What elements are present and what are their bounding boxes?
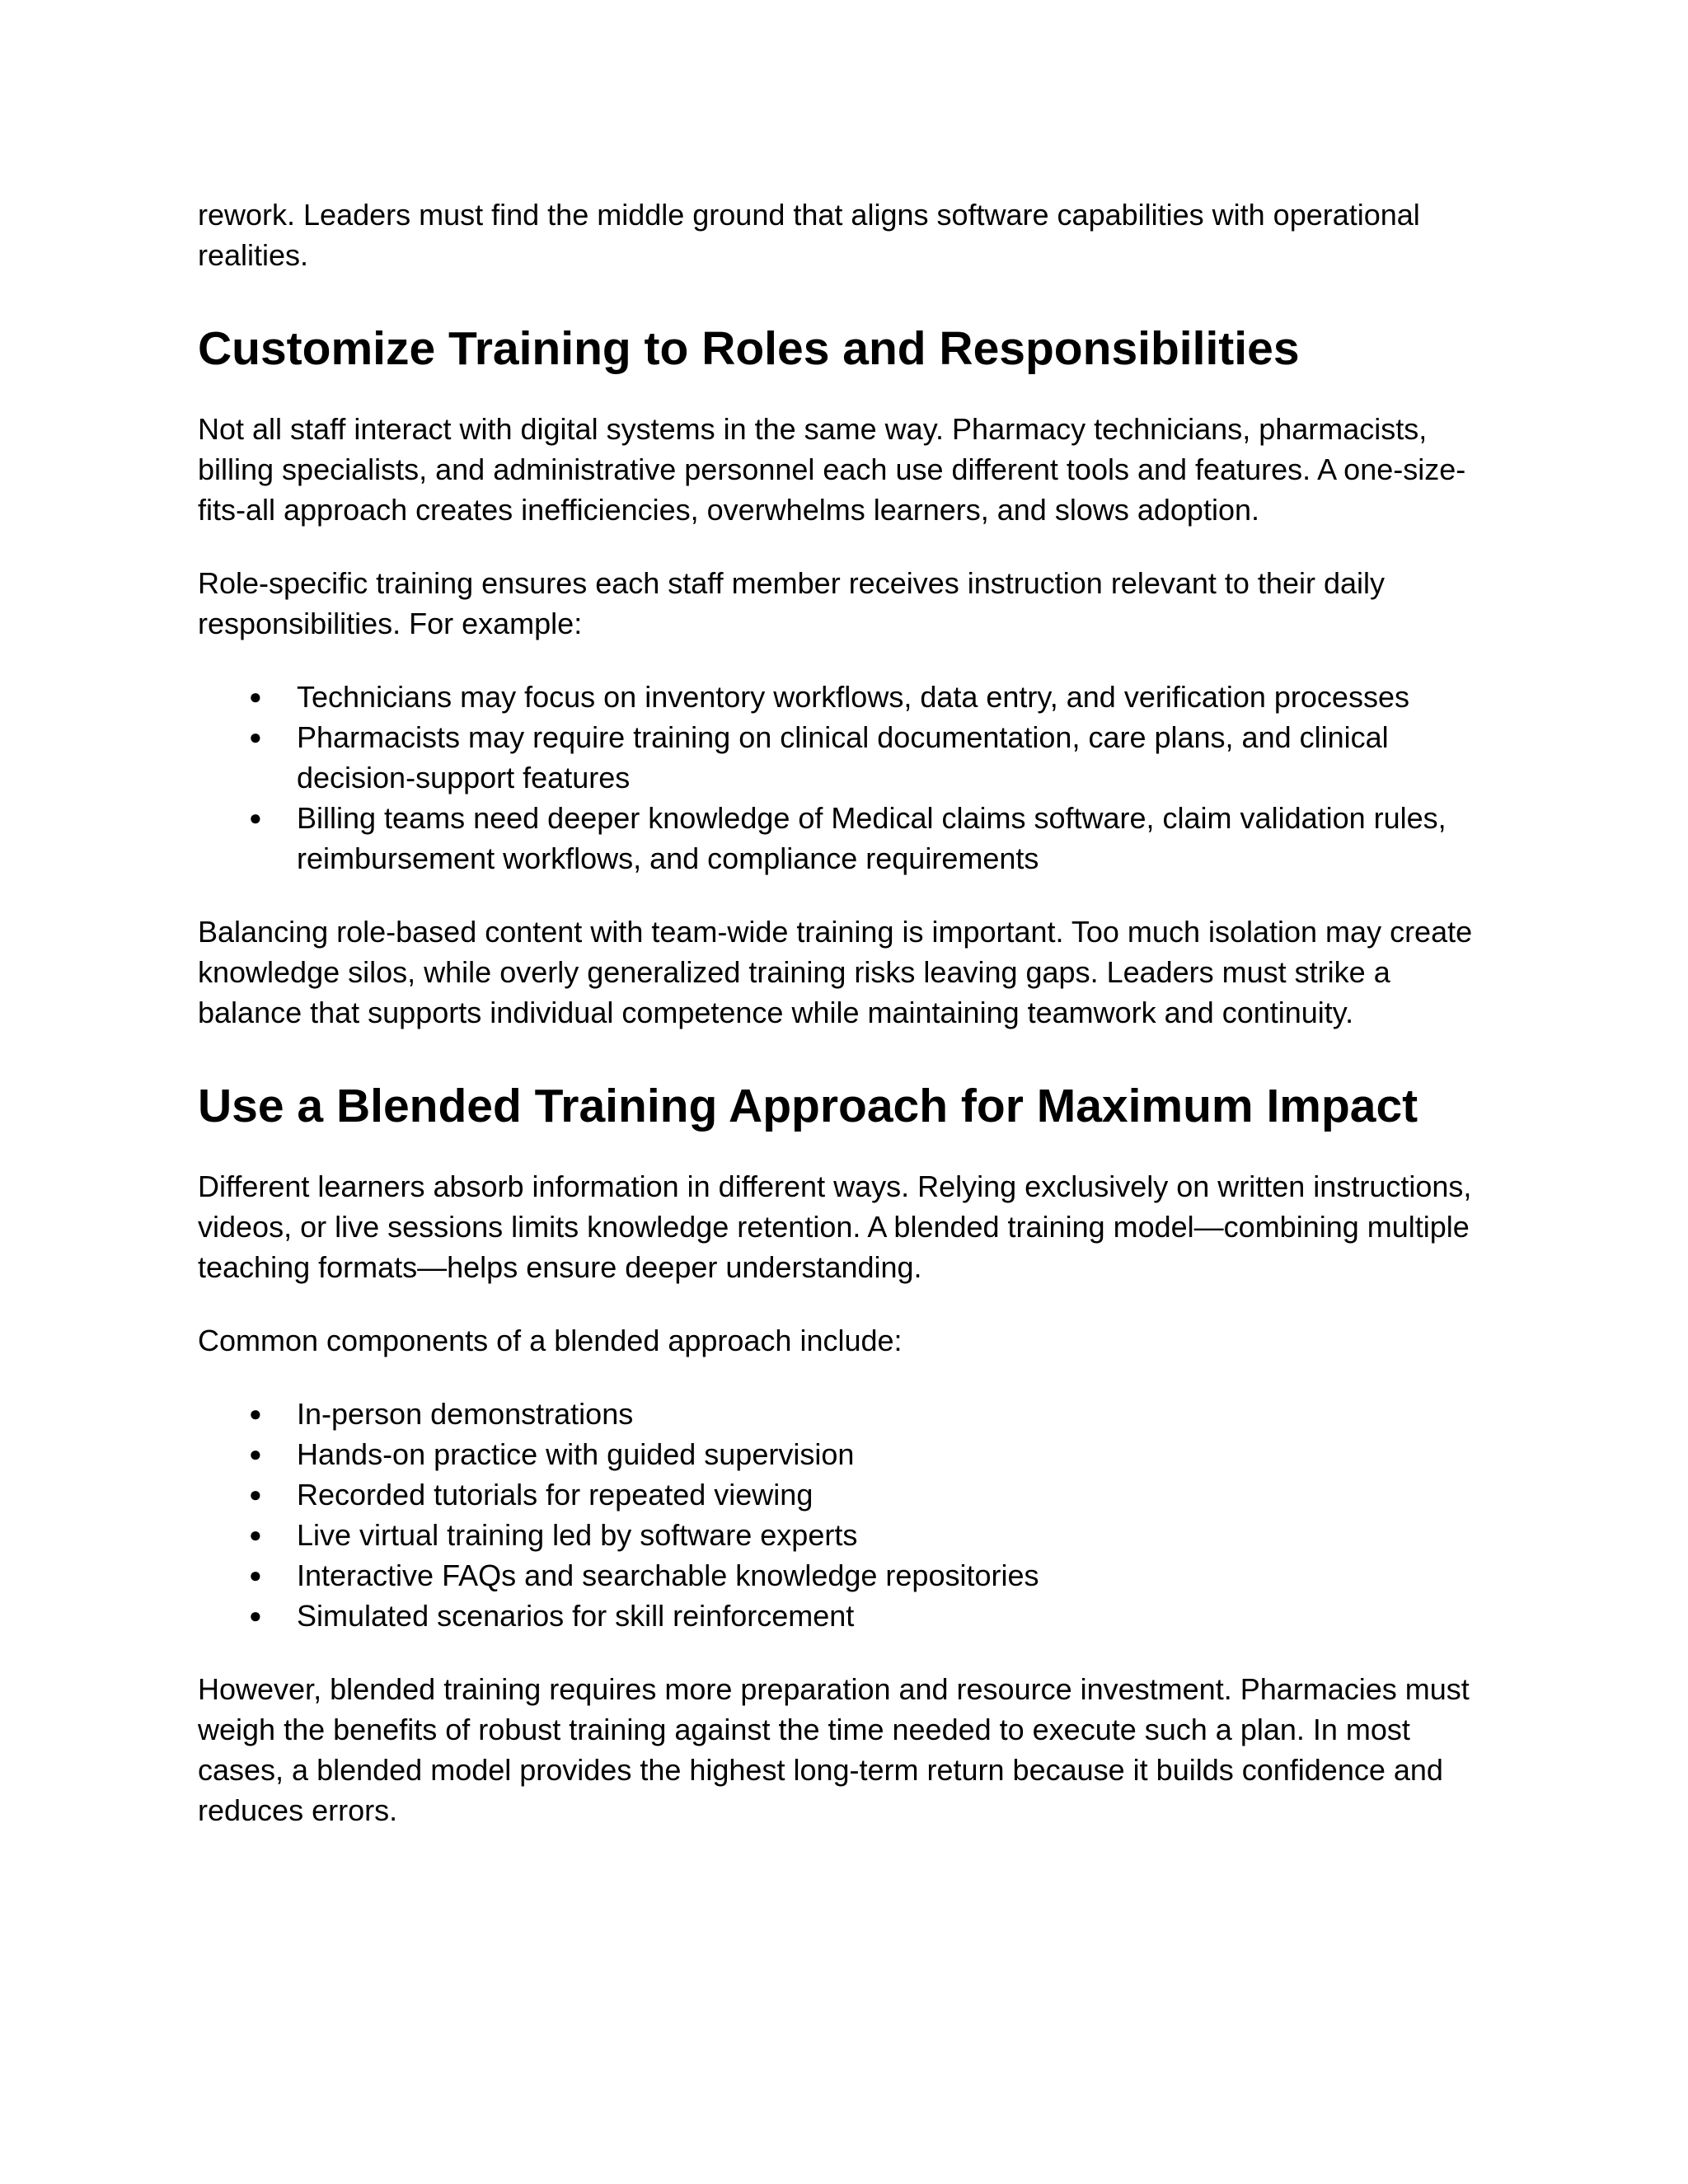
bullet-icon: ● [249,1563,262,1587]
bullet-list-roles [198,677,1500,879]
list-item-text: Pharmacists may require training on clinical documentation, care plans, and clinical decision-support features [297,720,1389,794]
document-page [198,194,1500,1830]
bullet-icon: ● [249,1603,262,1628]
bullet-icon: ● [249,1482,262,1507]
list-item-text: Live virtual training led by software experts [297,1518,858,1552]
bullet-icon: ● [249,1441,262,1466]
list-item-text: Simulated scenarios for skill reinforcement [297,1599,855,1633]
list-item [198,1596,1500,1636]
list-item [198,1515,1500,1555]
list-item [198,677,1500,717]
paragraph-staff-interaction: Not all staff interact with digital systems in the same way. Pharmacy technicians, pharmacists, billing specialists, and administrative personnel each use different tools and features. A one-size-fits-all approach creates inefficiencies, overwhelms learners, and slows adoption. [198,412,1466,527]
section-heading-customize-training: Customize Training to Roles and Responsibilities [198,322,1300,375]
paragraph-different-learners: Different learners absorb information in different ways. Relying exclusively on written instructions, videos, or live sessions limits knowledge retention. A blended training model—combining multiple teaching formats—helps ensure deeper understanding. [198,1169,1472,1284]
bullet-icon: ● [249,1401,262,1426]
list-item-text: Hands-on practice with guided supervision [297,1437,855,1471]
bullet-list-components [198,1394,1500,1636]
list-item [198,1394,1500,1434]
section-heading-blended-training: Use a Blended Training Approach for Maximum Impact [198,1080,1418,1132]
paragraph-role-specific: Role-specific training ensures each staff member receives instruction relevant to their daily responsibilities. For example: [198,566,1385,640]
list-item [198,1434,1500,1474]
list-item-text: In-person demonstrations [297,1397,634,1431]
paragraph-common-components: Common components of a blended approach include: [198,1324,903,1357]
bullet-icon: ● [249,1522,262,1547]
paragraph-blended-tradeoffs: However, blended training requires more preparation and resource investment. Pharmacies must weigh the benefits of robust training against the time needed to execute such a plan. In most cases, a blended model provides the highest long-term return because it builds confidence and reduces errors. [198,1672,1470,1827]
list-item [198,798,1500,879]
list-item-text: Recorded tutorials for repeated viewing [297,1478,814,1511]
list-item-text: Interactive FAQs and searchable knowledge repositories [297,1558,1039,1592]
bullet-icon: ● [249,805,262,830]
intro-paragraph-tail: rework. Leaders must find the middle ground that aligns software capabilities with operational realities. [198,198,1420,272]
list-item [198,1555,1500,1596]
list-item [198,1474,1500,1515]
paragraph-balancing-content: Balancing role-based content with team-wide training is important. Too much isolation may create knowledge silos, while overly generalized training risks leaving gaps. Leaders must strike a balance that supports individual competence while maintaining teamwork and continuity. [198,915,1473,1029]
bullet-icon: ● [249,724,262,749]
list-item [198,717,1500,798]
bullet-icon: ● [249,684,262,709]
list-item-text: Technicians may focus on inventory workflows, data entry, and verification processes [297,680,1409,714]
list-item-text: Billing teams need deeper knowledge of Medical claims software, claim validation rules, reimbursement workflows, and compliance requirements [297,801,1447,875]
